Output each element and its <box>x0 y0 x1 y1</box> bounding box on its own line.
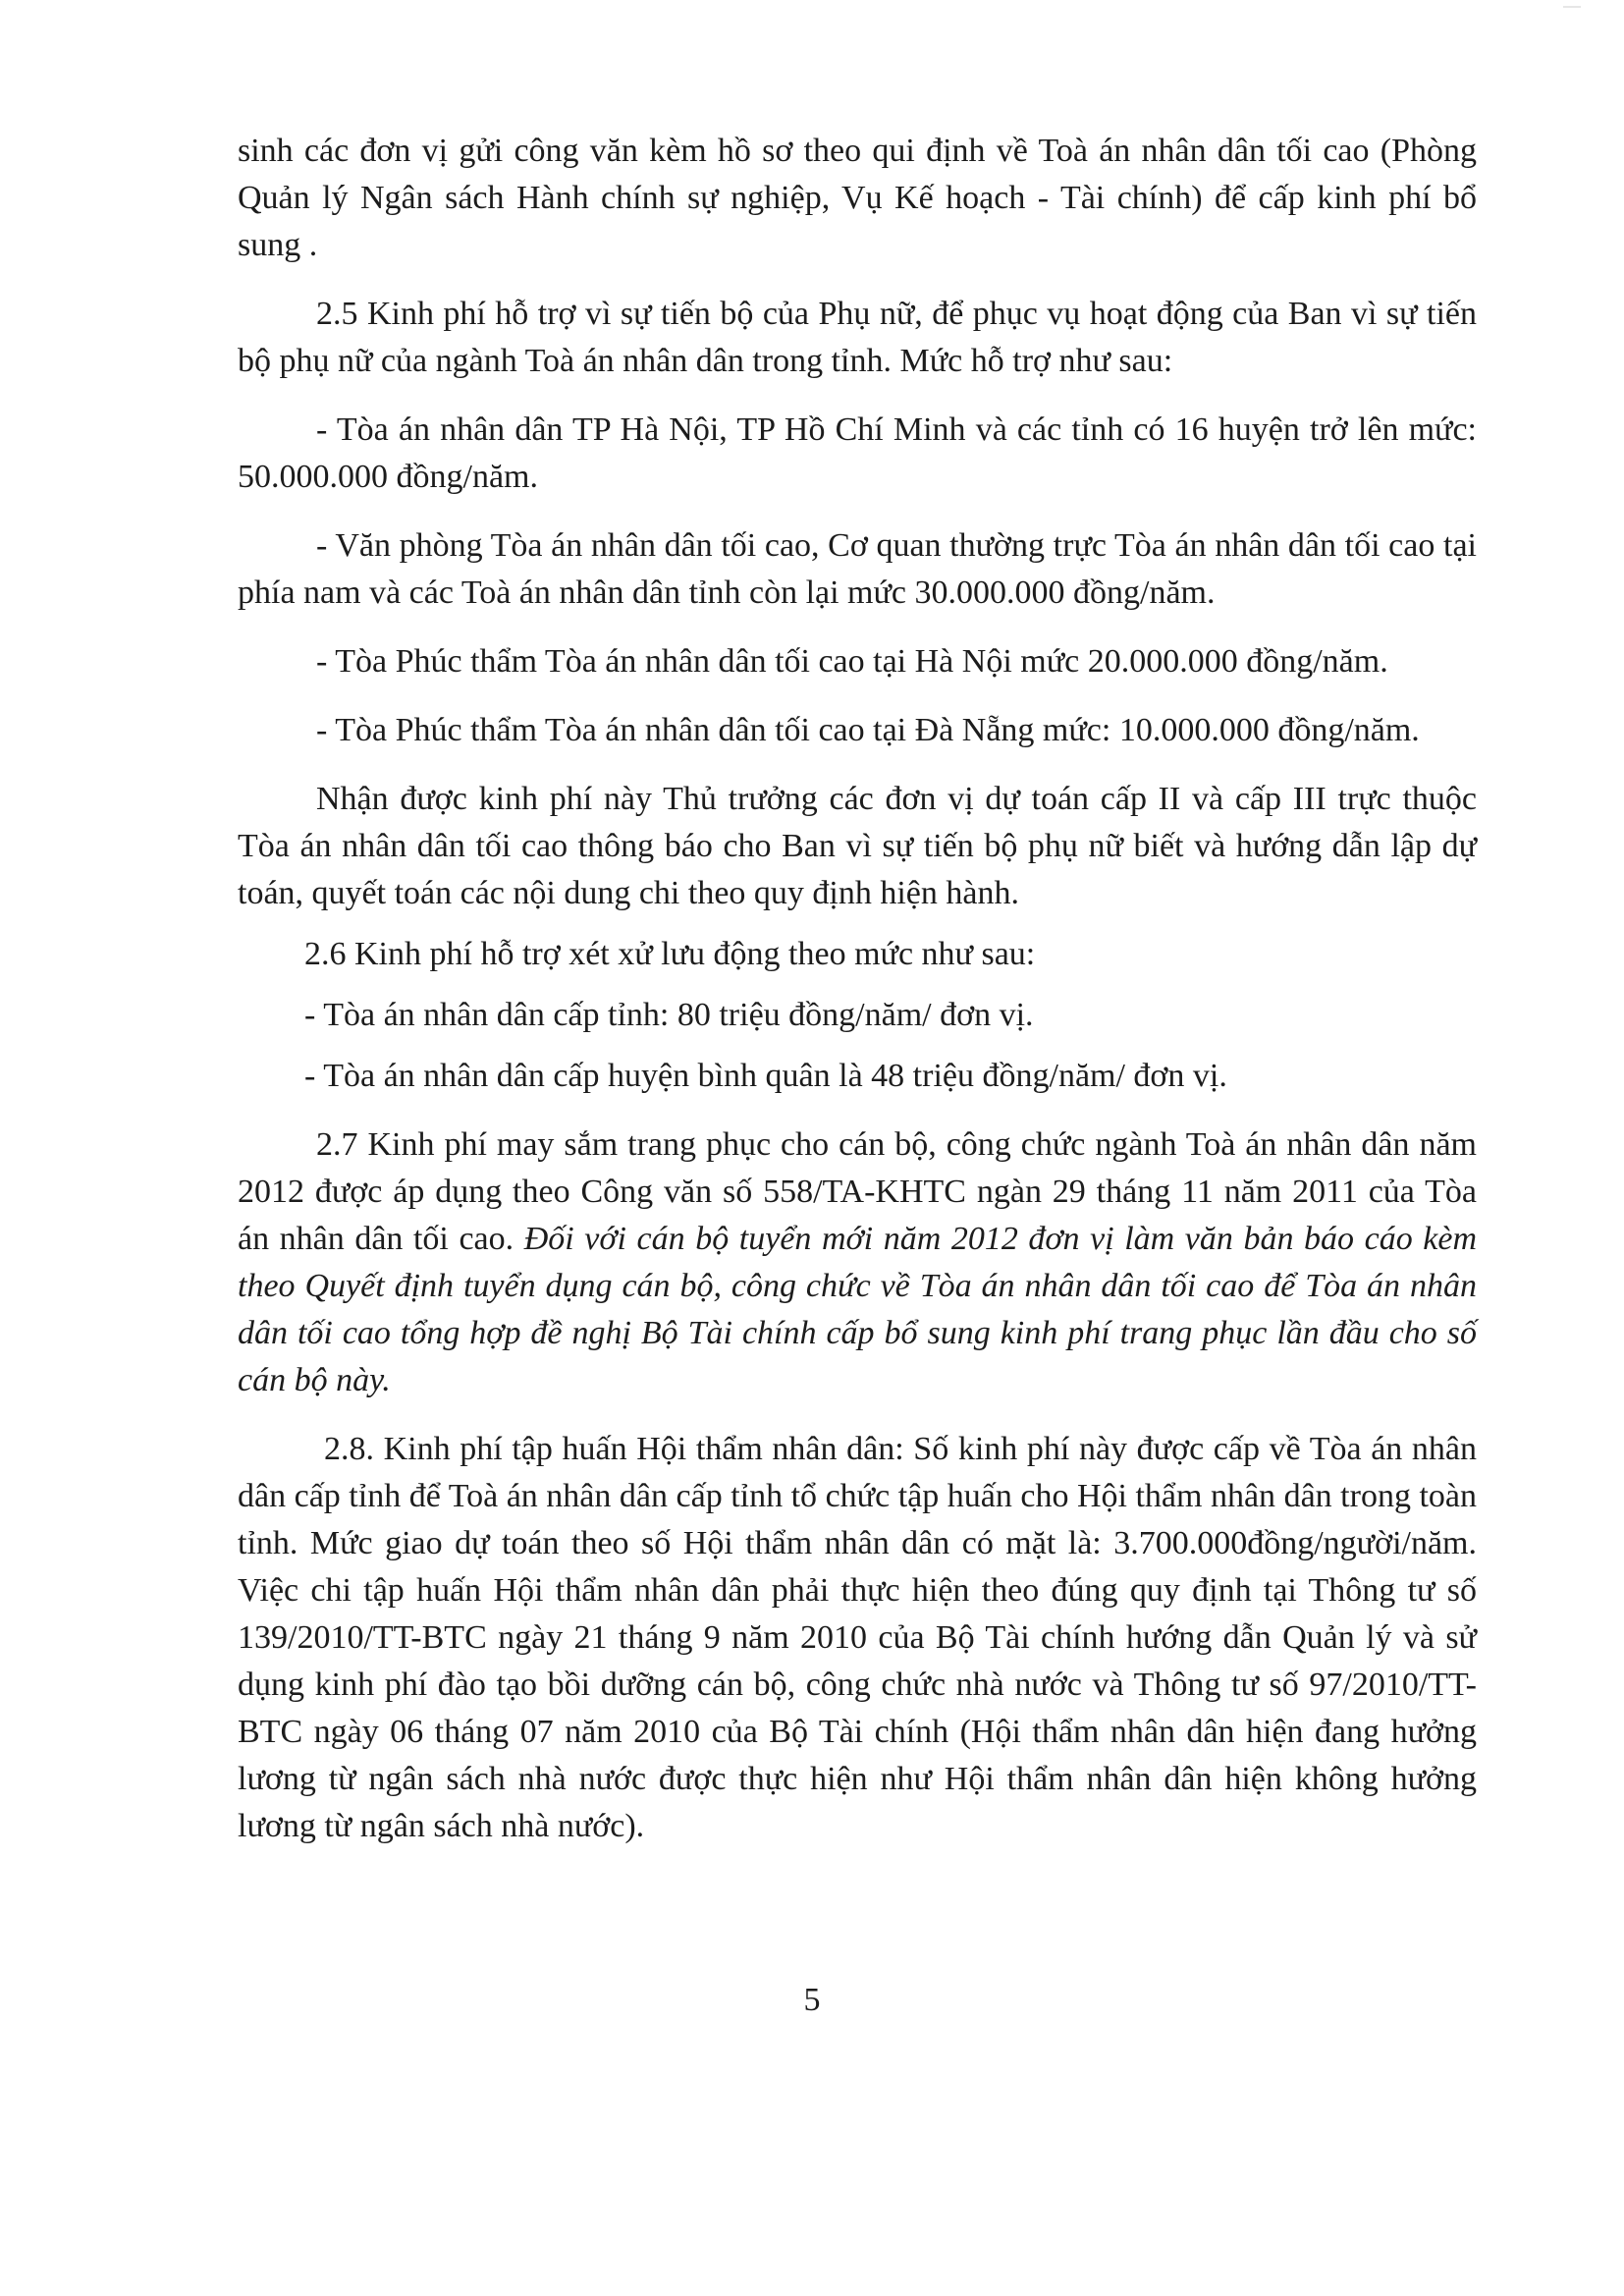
paragraph-2-7-italic: Đối với cán bộ tuyển mới năm 2012 đơn vị làm văn bản báo cáo kèm theo Quyết định tuyển dụng cán bộ, công chức về Tòa án nhân dân tối cao để Tòa án nhân dân tối cao tổng hợp đề nghị Bộ Tài chính cấp bổ sung kinh phí trang phục lần đầu cho số cán bộ này. <box>238 1221 1477 1398</box>
paragraph-receiving-funds: Nhận được kinh phí này Thủ trưởng các đơn vị dự toán cấp II và cấp III trực thuộc Tòa án nhân dân tối cao thông báo cho Ban vì sự tiến bộ phụ nữ biết và hướng dẫn lập dự toán, quyết toán các nội dung chi theo quy định hiện hành. <box>238 781 1477 911</box>
paragraph-continuation: sinh các đơn vị gửi công văn kèm hồ sơ theo qui định về Toà án nhân dân tối cao (Phòng Quản lý Ngân sách Hành chính sự nghiệp, Vụ Kế hoạch - Tài chính) để cấp kinh phí bổ sung . <box>238 133 1477 263</box>
list-item-mobile-trial-province: - Tòa án nhân dân cấp tỉnh: 80 triệu đồng/năm/ đơn vị. <box>304 997 1034 1033</box>
list-item-support-supreme-office: - Văn phòng Tòa án nhân dân tối cao, Cơ quan thường trực Tòa án nhân dân tối cao tại phía nam và các Toà án nhân dân tỉnh còn lại mức 30.000.000 đồng/năm. <box>238 527 1477 611</box>
page-number: 5 <box>803 1982 821 2018</box>
paragraph-2-5: 2.5 Kinh phí hỗ trợ vì sự tiến bộ của Phụ nữ, để phục vụ hoạt động của Ban vì sự tiến bộ phụ nữ của ngành Toà án nhân dân trong tỉnh. Mức hỗ trợ như sau: <box>238 296 1477 379</box>
list-item-support-hanoi-hcm: - Tòa án nhân dân TP Hà Nội, TP Hồ Chí Minh và các tỉnh có 16 huyện trở lên mức: 50.000.000 đồng/năm. <box>238 411 1477 495</box>
faint-watermark-smudge <box>295 2060 550 2119</box>
paragraph-2-8: 2.8. Kinh phí tập huấn Hội thẩm nhân dân: Số kinh phí này được cấp về Tòa án nhân dân cấp tỉnh để Toà án nhân dân cấp tỉnh tổ chức tập huấn cho Hội thẩm nhân dân trong toàn tỉnh. Mức giao dự toán theo số Hội thẩm nhân dân có mặt là: 3.700.000đồng/người/năm. Việc chi tập huấn Hội thẩm nhân dân phải thực hiện theo đúng quy định tại Thông tư số 139/2010/TT-BTC ngày 21 tháng 9 năm 2010 của Bộ Tài chính hướng dẫn Quản lý và sử dụng kinh phí đào tạo bồi dưỡng cán bộ, công chức nhà nước và Thông tư số 97/2010/TT-BTC ngày 06 tháng 07 năm 2010 của Bộ Tài chính (Hội thẩm nhân dân hiện đang hưởng lương từ ngân sách nhà nước được thực hiện như Hội thẩm nhân dân hiện không hưởng lương từ ngân sách nhà nước). <box>238 1431 1477 1844</box>
list-item-support-appeal-danang: - Tòa Phúc thẩm Tòa án nhân dân tối cao tại Đà Nẵng mức: 10.000.000 đồng/năm. <box>316 712 1420 748</box>
list-item-support-appeal-hanoi: - Tòa Phúc thẩm Tòa án nhân dân tối cao tại Hà Nội mức 20.000.000 đồng/năm. <box>316 643 1388 680</box>
document-body <box>238 128 1477 1850</box>
list-item-mobile-trial-district: - Tòa án nhân dân cấp huyện bình quân là 48 triệu đồng/năm/ đơn vị. <box>304 1058 1227 1094</box>
paragraph-2-6: 2.6 Kinh phí hỗ trợ xét xử lưu động theo mức như sau: <box>304 936 1036 972</box>
scan-artifact <box>1563 6 1581 22</box>
paragraph-2-7 <box>238 1121 1477 1404</box>
paragraph-2-7-regular: 2.7 Kinh phí may sắm trang phục cho cán bộ, công chức ngành Toà án nhân dân năm 2012 được áp dụng theo Công văn số 558/TA-KHTC ngàn 29 tháng 11 năm 2011 của Tòa án nhân dân tối cao. <box>238 1126 1477 1257</box>
